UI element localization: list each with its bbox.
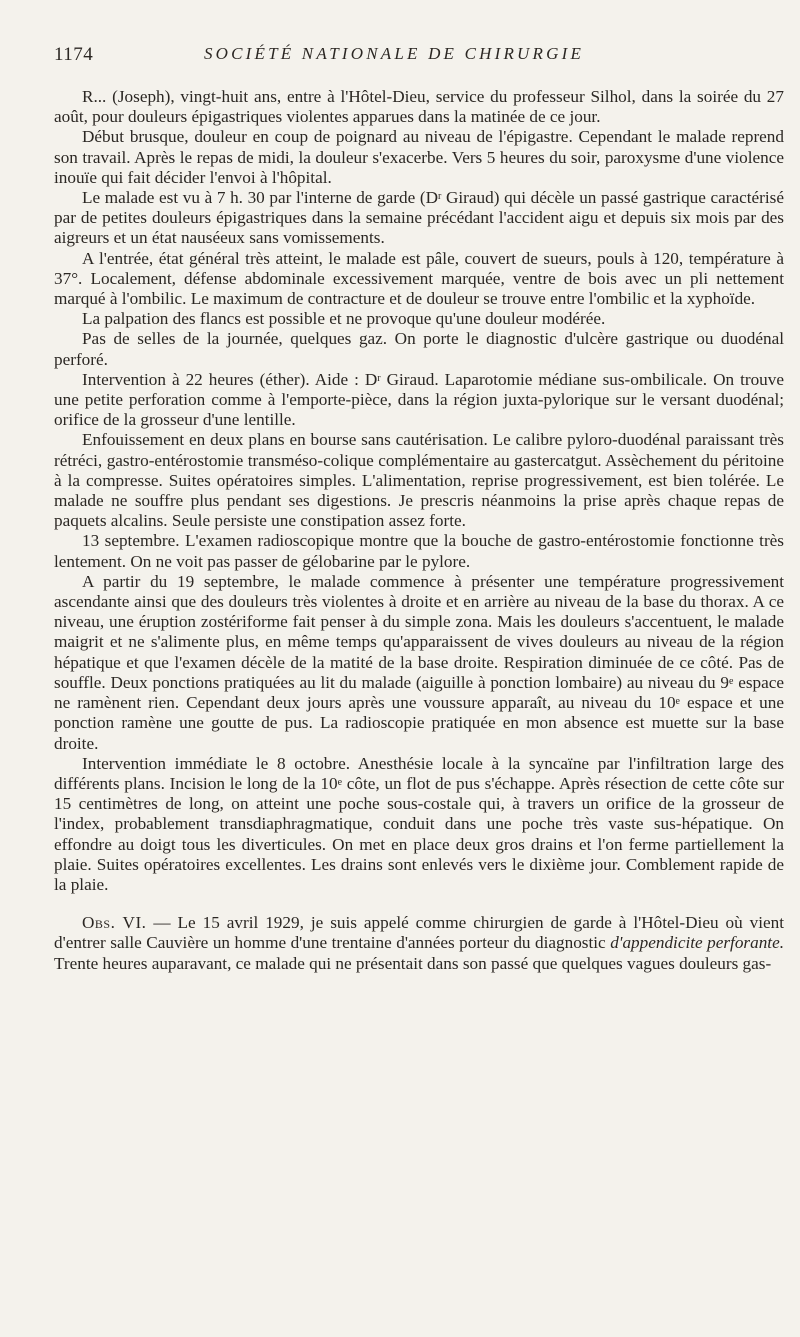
paragraph-10-after: espace et une ponction ramène une goutte de pus. La radioscopie pratiquée en mon absence est muette sur la base droite. <box>54 693 784 753</box>
paragraph-3-superscript: r <box>438 191 442 203</box>
page-number: 1174 <box>54 44 94 65</box>
paragraph-7-after: Giraud. Laparotomie médiane sus-ombilicale. On trouve une petite perforation comme à l'emporte-pièce, dans la région juxta-pylorique sur le versant duodénal; orifice de la grosseur d'une lentille. <box>54 369 784 430</box>
paragraph-7-superscript: r <box>377 372 381 384</box>
paragraph-10-superscript-2: e <box>675 696 680 708</box>
paragraph-3-after: Giraud) qui décèle un passé gastrique caractérisé par de petites douleurs épigastriques dans la semaine précédant l'accident aigu et depuis six mois par des aigreurs et un état nauséeux sans vomissements. <box>54 188 784 248</box>
paragraph-3 <box>54 188 784 249</box>
observation-text-before: — Le 15 avril 1929, je suis appelé comme chirurgien de garde à l'Hôtel-Dieu où vient d'entrer salle Cauvière un homme d'une trentaine d'années porteur du diagnostic <box>54 913 785 953</box>
paragraph-11-after: côte, un flot de pus s'échappe. Après résection de cette côte sur 15 centimètres de long, on atteint une poche sous-costale qui, à travers un orifice de la grosseur de l'index, probablement transdiaphragmatique, conduit dans une poche très vaste sus-hépatique. On effondre au doigt tous les diverticules. On met en place deux gros drains et l'on ferme partiellement la plaie. Suites opératoires excellentes. Les drains sont enlevés vers le dixième jour. Comblement rapide de la plaie. <box>54 773 784 894</box>
paragraph-10 <box>54 572 784 754</box>
paragraph-11-before: Intervention immédiate le 8 octobre. Anesthésie locale à la syncaïne par l'infiltration large des différents plans. Incision le long de la 10 <box>54 753 784 793</box>
paragraph-7 <box>54 370 784 431</box>
paragraph-11-superscript: e <box>337 776 343 788</box>
diagnosis-italic: d'appendicite perforante. <box>610 933 785 953</box>
article-body <box>54 87 784 974</box>
paragraph-2: Début brusque, douleur en coup de poignard au niveau de l'épigastre. Cependant le malade reprend son travail. Après le repas de midi, la douleur s'exacerbe. Vers 5 heures du soir, paroxysme d'une violence inouïe qui fait décider l'envoi à l'hôpital. <box>54 127 784 187</box>
paragraph-10-superscript-1: e <box>728 675 734 687</box>
observation-paragraph <box>54 913 784 974</box>
paragraph-9: 13 septembre. L'examen radioscopique montre que la bouche de gastro-entérostomie fonctionne très lentement. On ne voit pas passer de gélobarine par le pylore. <box>54 531 784 571</box>
paragraph-7-before: Intervention à 22 heures (éther). Aide : D <box>82 369 378 389</box>
paragraph-10-before: A partir du 19 septembre, le malade commence à présenter une température progressivement ascendante ainsi que des douleurs très violentes à droite et en arrière au niveau de la base du thorax. A ce niveau, une éruption zostériforme fait penser à du simple zona. Mais les douleurs s'accentuent, le malade maigrit et ne s'alimente plus, en même temps qu'apparaissent de vives douleurs au niveau de la région hépatique et que l'examen décèle de la matité de la base droite. Respiration diminuée de ce côté. Pas de souffle. Deux ponctions pratiquées au lit du malade (aiguille à ponction lombaire) au niveau du 9 <box>54 571 784 692</box>
paragraph-11 <box>54 754 784 895</box>
page-header <box>54 44 734 68</box>
paragraph-3-before: Le malade est vu à 7 h. 30 par l'interne de garde (D <box>82 188 439 208</box>
paragraph-8: Enfouissement en deux plans en bourse sans cautérisation. Le calibre pyloro-duodénal paraissant très rétréci, gastro-entérostomie transméso-colique complémentaire au gastercatgut. Assèchement du péritoine à la compresse. Suites opératoires simples. L'alimentation, reprise progressivement, est bien tolérée. Le malade ne souffre plus pendant ses digestions. Je prescris néanmoins la prise après chaque repas de paquets alcalins. Seule persiste une constipation assez forte. <box>54 430 784 531</box>
running-head: SOCIÉTÉ NATIONALE DE CHIRURGIE <box>203 44 585 63</box>
paragraph-6: Pas de selles de la journée, quelques gaz. On porte le diagnostic d'ulcère gastrique ou duodénal perforé. <box>54 329 784 369</box>
paragraph-5: La palpation des flancs est possible et ne provoque qu'une douleur modérée. <box>82 309 606 329</box>
paragraph-1: R... (Joseph), vingt-huit ans, entre à l'Hôtel-Dieu, service du professeur Silhol, dans la soirée du 27 août, pour douleurs épigastriques violentes apparues dans la matinée de ce jour. <box>54 87 784 127</box>
observation-label: Obs. VI. <box>82 913 147 933</box>
paragraph-4: A l'entrée, état général très atteint, le malade est pâle, couvert de sueurs, pouls à 120, température à 37°. Localement, défense abdominale excessivement marquée, ventre de bois avec un pli nettement marqué à l'ombilic. Le maximum de contracture et de douleur se trouve entre l'ombilic et la xyphoïde. <box>54 248 784 309</box>
paragraph-10-middle: espace ne ramènent rien. Cependant deux jours après une voussure apparaît, au niveau du 10 <box>54 672 784 713</box>
observation-text-after: Trente heures auparavant, ce malade qui ne présentait dans son passé que quelques vagues douleurs gas- <box>54 953 772 973</box>
